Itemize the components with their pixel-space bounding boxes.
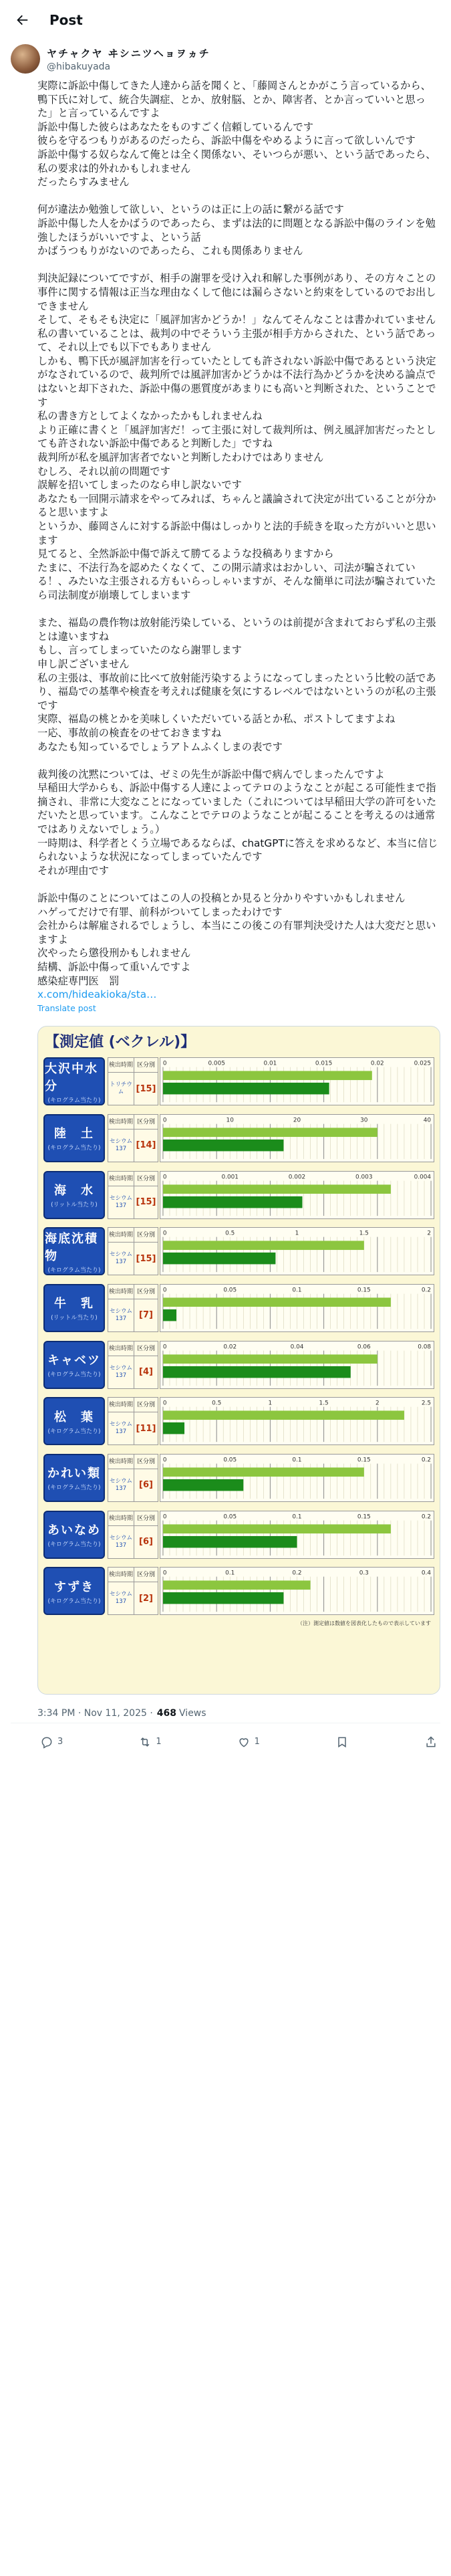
post-text-line: また、福島の農作物は放射能汚染している、というのは前提が含まれておらず私の主張とは違いますね: [37, 617, 436, 643]
scale-tick-label: 0.2: [292, 1570, 302, 1577]
figure-title: 【測定値 (ベクレル)】: [45, 1033, 196, 1051]
nuclide-label: トリチウム: [108, 1072, 134, 1105]
scale-tick-label: 1: [268, 1400, 273, 1407]
scale-tick-label: 0: [162, 1400, 167, 1407]
measurement-row: [43, 1053, 434, 1110]
sample-label: [43, 1114, 105, 1162]
sample-kind: [134, 1284, 158, 1332]
kind-header: 区分別: [134, 1284, 158, 1299]
post-text-line: 一時期は、科学者とくう立場であるならば、chatGPTに答えを求めるなど、本当に信じられないような状況になってしまっていたんです: [37, 837, 438, 863]
post-text-line: より正確に書くと「風評加害だ！って主張に対して裁判所は、例え風評加害だったとしても許されない訴訟中傷であると判断した」ですね: [37, 423, 436, 450]
measurement-row: [43, 1563, 434, 1620]
scale-tick-label: 2: [375, 1400, 380, 1407]
repost-icon: [138, 1735, 152, 1749]
sample-name: あいなめ: [47, 1523, 101, 1538]
range-bar-upper: [163, 1411, 404, 1420]
range-bar-upper: [163, 1581, 311, 1590]
sample-name: かれい類: [47, 1467, 101, 1481]
sample-unit: (キログラム当たり): [47, 1145, 101, 1152]
measurement-row: [43, 1280, 434, 1337]
post-text-line: 訴訟中傷した人をかばうのであったら、まずは法的に問題となる訴訟中傷のラインを勉強したほうがいいですよ、という話: [37, 217, 436, 243]
post-text-line: 次やったら懲役刑かもしれません: [37, 947, 191, 960]
sample-kind: [134, 1567, 158, 1615]
sample-name: 牛 乳: [54, 1297, 94, 1311]
range-plot-svg: [160, 1568, 434, 1614]
sample-kind: [134, 1227, 158, 1275]
sample-count: [ 2 ]: [134, 1582, 158, 1615]
scale-tick-label: 0.05: [223, 1513, 237, 1521]
sample-count: [ 15 ]: [134, 1186, 158, 1219]
kind-header: 区分別: [134, 1567, 158, 1582]
range-bar-upper: [163, 1241, 364, 1251]
scale-tick-label: 0.2: [421, 1287, 432, 1294]
sample-unit: (キログラム当たり): [47, 1267, 101, 1274]
action-bar: [0, 1723, 451, 1761]
post-text-line: 実際、福島の桃とかを美味しくいただいている話とか私、ポストしてますよね: [37, 713, 396, 726]
post-stats: 3:34 PM · Nov 11, 2025 · 468 Views: [37, 1707, 206, 1719]
like-button[interactable]: [237, 1735, 260, 1749]
range-plot-svg: [160, 1058, 434, 1105]
sample-meta: [108, 1454, 134, 1502]
kind-header: 区分別: [134, 1227, 158, 1242]
period-header: 検出時期: [108, 1227, 134, 1242]
sample-kind: [134, 1397, 158, 1445]
measurement-row: [43, 1450, 434, 1507]
post-text-line: 彼らを守るつもりがあるのだったら、訴訟中傷をやめるように言って欲しいんです: [37, 134, 416, 147]
post-text-line: [37, 258, 440, 272]
scale-tick-label: 1.5: [359, 1230, 369, 1237]
sample-name: 陸 土: [54, 1127, 94, 1142]
range-bar-upper: [163, 1184, 391, 1194]
post-text-line: そして、そもそも決定に「風評加害かどうか！」なんてそんなことは書かれていません: [37, 314, 436, 326]
scale-tick-label: 0: [162, 1230, 167, 1237]
sample-name: 大沢中水分: [45, 1061, 98, 1093]
sample-name: 海底沈積物: [45, 1231, 98, 1263]
scale-tick-label: 0.2: [421, 1513, 432, 1521]
nuclide-label: セシウム 137: [108, 1356, 134, 1389]
range-bar-lower: [163, 1592, 283, 1604]
period-header: 検出時期: [108, 1454, 134, 1469]
range-bar-lower: [163, 1083, 329, 1095]
sample-name: キャベツ: [47, 1354, 101, 1368]
figure-footnote: （注）測定値は数値を図表化したもので表示しています: [297, 1620, 431, 1626]
range-plot: [160, 1454, 434, 1502]
post-text-line: 感染症専門医 罰: [37, 974, 120, 987]
scale-tick-label: 0.5: [225, 1230, 235, 1237]
scale-tick-label: 0.2: [421, 1457, 432, 1464]
share-button[interactable]: [424, 1735, 438, 1749]
sample-count: [ 15 ]: [134, 1072, 158, 1105]
sample-label: [43, 1057, 105, 1105]
range-plot: [160, 1341, 434, 1389]
arrow-left-icon: [15, 13, 29, 27]
period-header: 検出時期: [108, 1397, 134, 1412]
post-text-line: [37, 877, 440, 891]
post-text-line: むしろ、それ以前の問題です: [37, 465, 170, 477]
sample-meta: [108, 1227, 134, 1275]
scale-tick-label: 0.05: [223, 1457, 237, 1464]
sample-meta: [108, 1511, 134, 1559]
scale-tick-label: 0.1: [292, 1457, 302, 1464]
sample-label: [43, 1511, 105, 1559]
share-icon: [424, 1735, 438, 1749]
sample-unit: (リットル当たり): [51, 1315, 98, 1322]
post-text-line: 判決記録についてですが、相手の謝罪を受け入れ和解した事例があり、その方々ことの事件に関する情報は正当な理由なくして他には漏らさないと約束をしているのでお出しできません: [37, 272, 436, 312]
sample-label: [43, 1171, 105, 1219]
period-header: 検出時期: [108, 1171, 134, 1186]
views-label: Views: [179, 1707, 206, 1719]
scale-tick-label: 0.15: [357, 1513, 371, 1521]
scale-tick-label: 0.004: [414, 1174, 432, 1181]
post-text-line: 訴訟中傷した彼らはあなたをものすごく信頼しているんです: [37, 120, 314, 133]
sample-kind: [134, 1057, 158, 1105]
scale-tick-label: 0.1: [225, 1570, 235, 1577]
post-text-line: 一応、事故前の検査をのせておきますね: [37, 726, 222, 739]
nuclide-label: セシウム 137: [108, 1582, 134, 1615]
scale-tick-label: 0.001: [221, 1174, 239, 1181]
scale-tick-label: 0: [162, 1060, 167, 1067]
measurement-row: [43, 1109, 434, 1166]
scale-tick-label: 0: [162, 1117, 167, 1124]
post-text-line: それが理由です: [37, 864, 110, 877]
nuclide-label: セシウム 137: [108, 1186, 134, 1219]
sample-unit: (キログラム当たり): [47, 1372, 101, 1379]
scale-tick-label: 0.01: [263, 1060, 277, 1067]
scale-tick-label: 0.3: [359, 1570, 369, 1577]
scale-tick-label: 0.02: [370, 1060, 384, 1067]
scale-tick-label: 0.06: [357, 1344, 371, 1351]
sample-name: すずき: [53, 1580, 95, 1594]
sample-label: [43, 1454, 105, 1502]
range-plot-svg: [160, 1115, 434, 1162]
range-bar-upper: [163, 1128, 378, 1137]
scale-tick-label: 0.04: [290, 1344, 304, 1351]
post-text-line: 何が違法か勉強して欲しい、というのは正に上の話に繋がる話です: [37, 203, 344, 216]
range-plot-svg: [160, 1398, 434, 1444]
scale-tick-label: 1: [295, 1230, 299, 1237]
sample-label: [43, 1284, 105, 1332]
reply-icon: [40, 1735, 53, 1749]
bookmark-icon: [335, 1735, 349, 1749]
scale-tick-label: 0.5: [212, 1400, 222, 1407]
sample-unit: (キログラム当たり): [47, 1485, 101, 1492]
sample-kind: [134, 1171, 158, 1219]
post-text-line: 私の書いていることは、裁判の中でそういう主張が相手方からされた、という話であって、それ以上でも以下でもありません: [37, 327, 436, 354]
nuclide-label: セシウム 137: [108, 1242, 134, 1275]
measurement-row: [43, 1393, 434, 1450]
reply-button[interactable]: [40, 1735, 63, 1749]
scale-tick-label: 0: [162, 1344, 167, 1351]
scale-tick-label: 0.015: [315, 1060, 333, 1067]
range-bar-upper: [163, 1354, 378, 1364]
post-text-line: [37, 603, 440, 617]
range-plot-svg: [160, 1285, 434, 1331]
sample-label: [43, 1567, 105, 1615]
sample-name: 松 葉: [54, 1410, 94, 1424]
measurement-row: [43, 1223, 434, 1280]
sample-unit: (キログラム当たり): [47, 1097, 101, 1104]
sample-meta: [108, 1397, 134, 1445]
range-bar-upper: [163, 1071, 372, 1081]
range-plot: [160, 1057, 434, 1105]
kind-header: 区分別: [134, 1057, 158, 1072]
scale-tick-label: 0.15: [357, 1287, 371, 1294]
scale-tick-label: 2: [427, 1230, 432, 1237]
range-bar-upper: [163, 1524, 391, 1533]
repost-button[interactable]: [138, 1735, 161, 1749]
post-text-line: あなたも知っているでしょうアトムふくしまの表です: [37, 740, 283, 753]
scale-tick-label: 2.5: [421, 1400, 432, 1407]
post-text-line: というか、藤岡さんに対する訴訟中傷はしっかりと法的手続きを取った方がいいと思います: [37, 520, 436, 546]
post-text-line: 訴訟中傷のことについてはこの人の投稿とか見ると分かりやすいかもしれません: [37, 892, 406, 905]
scale-tick-label: 0.1: [292, 1287, 302, 1294]
scale-tick-label: 1.5: [319, 1400, 329, 1407]
scale-tick-label: 30: [360, 1117, 368, 1124]
scale-tick-label: 0: [162, 1174, 167, 1181]
sample-kind: [134, 1341, 158, 1389]
range-plot-svg: [160, 1455, 434, 1501]
period-header: 検出時期: [108, 1511, 134, 1525]
kind-header: 区分別: [134, 1114, 158, 1129]
range-bar-lower: [163, 1422, 184, 1434]
post-text-line: 裁判後の沈黙については、ゼミの先生が訴訟中傷で病んでしまったんですよ: [37, 768, 385, 780]
post-timestamp[interactable]: 3:34 PM · Nov 11, 2025: [37, 1707, 147, 1719]
range-plot-svg: [160, 1341, 434, 1388]
range-bar-lower: [163, 1196, 303, 1208]
reply-count: 3: [57, 1737, 63, 1747]
scale-tick-label: 0: [162, 1457, 167, 1464]
post-text-line: あなたも一回開示請求をやってみれば、ちゃんと議論されて決定が出ていることが分かると思いますよ: [37, 492, 436, 519]
post-text-line: 実際に訴訟中傷してきた人達から話を聞くと、「藤岡さんとかがこう言っているから、鴨下氏に対して、統合失調症、とか、放射脳、とか、障害者、とか言っていいと思った」と言っているんですよ: [37, 80, 431, 120]
sample-unit: (キログラム当たり): [47, 1598, 101, 1605]
kind-header: 区分別: [134, 1341, 158, 1356]
sample-count: [ 4 ]: [134, 1356, 158, 1389]
range-bar-lower: [163, 1253, 275, 1265]
nuclide-label: セシウム 137: [108, 1299, 134, 1332]
kind-header: 区分別: [134, 1171, 158, 1186]
scale-tick-label: 0: [162, 1570, 167, 1577]
range-plot: [160, 1227, 434, 1275]
measurement-rows: [43, 1053, 434, 1620]
post-text-line: 私の書き方としてよくなかったかもしれませんね: [37, 410, 263, 423]
post-text-line: 早稲田大学からも、訴訟中傷する人達によってテロのようなことが起こる可能性まで指摘され、非常に大変なことになっていました（これについては早稲田大学の許可をいただいたと思っています。こんなことでテロのようなことが起こることを考えるのは通常ではありえないでしょう。）: [37, 782, 437, 836]
scale-tick-label: 0.002: [288, 1174, 306, 1181]
sample-unit: (リットル当たり): [51, 1202, 98, 1208]
author-handle[interactable]: @hibakuyada: [47, 61, 111, 72]
like-count: 1: [254, 1737, 260, 1747]
range-plot: [160, 1567, 434, 1615]
sample-count: [ 14 ]: [134, 1129, 158, 1162]
post-text-line: 結構、訴訟中傷って重いんですよ: [37, 961, 191, 973]
post-text-line: 裁判所が私を風評加害者でないと判断したわけではありません: [37, 451, 324, 464]
nuclide-label: セシウム 137: [108, 1525, 134, 1559]
scale-tick-label: 0: [162, 1287, 167, 1294]
avatar[interactable]: [11, 44, 40, 74]
range-plot-svg: [160, 1172, 434, 1218]
nuclide-label: セシウム 137: [108, 1469, 134, 1502]
scale-tick-label: 0.1: [292, 1513, 302, 1521]
heart-icon: [237, 1735, 251, 1749]
period-header: 検出時期: [108, 1567, 134, 1582]
range-bar-upper: [163, 1297, 391, 1307]
attached-image[interactable]: [37, 1026, 440, 1695]
sample-meta: [108, 1567, 134, 1615]
sample-label: [43, 1341, 105, 1389]
scale-tick-label: 0.15: [357, 1457, 371, 1464]
author-display-name[interactable]: ヤチャクヤ ヰシニツヘョヲヵチ: [47, 47, 210, 60]
post-text-line: 会社からは解雇されるでしょうし、本当にこの後この有罪判決受けた人は大変だと思いますよ: [37, 920, 436, 946]
sample-count: [ 6 ]: [134, 1469, 158, 1502]
sample-meta: [108, 1171, 134, 1219]
sample-meta: [108, 1057, 134, 1105]
scale-tick-label: 0.025: [414, 1060, 432, 1067]
sample-count: [ 11 ]: [134, 1412, 158, 1445]
range-bar-lower: [163, 1366, 351, 1378]
post-text-line: たまに、不法行為を認めたくなくて、この開示請求はおかしい、司法が騙されている！、みたいな主張される方もいらっしゃいますが、そんな簡単に司法が騙されていたら司法制度が崩壊してしまいます: [37, 561, 436, 601]
page-title: Post: [49, 12, 83, 28]
range-plot-svg: [160, 1511, 434, 1558]
scale-tick-label: 20: [293, 1117, 301, 1124]
sample-kind: [134, 1511, 158, 1559]
range-plot-svg: [160, 1228, 434, 1275]
period-header: 検出時期: [108, 1284, 134, 1299]
scale-tick-label: 0.05: [223, 1287, 237, 1294]
post-link[interactable]: x.com/hideakioka/sta…: [37, 988, 157, 1001]
nuclide-label: セシウム 137: [108, 1129, 134, 1162]
range-plot: [160, 1511, 434, 1559]
range-bar-lower: [163, 1479, 243, 1491]
sample-label: [43, 1397, 105, 1445]
post-text-line: ハゲってだけで有罪、前科がついてしまったわけです: [37, 905, 283, 918]
measurement-row: [43, 1336, 434, 1393]
post-text-line: だったらすみません: [37, 176, 130, 189]
view-count: 468: [156, 1707, 177, 1719]
sample-count: [ 15 ]: [134, 1242, 158, 1275]
range-plot: [160, 1284, 434, 1332]
kind-header: 区分別: [134, 1511, 158, 1525]
sample-kind: [134, 1114, 158, 1162]
range-plot: [160, 1171, 434, 1219]
scale-tick-label: 0.005: [208, 1060, 225, 1067]
post-text-line: 見てると、全然訴訟中傷で訴えて勝てるような投稿ありますから: [37, 548, 334, 560]
sample-meta: [108, 1284, 134, 1332]
post-text-line: 訴訟中傷する奴らなんて俺とは全く関係ない、そいつらが悪い、という話であったら、私の要求は的外れかもしれません: [37, 148, 436, 175]
sample-name: 海 水: [54, 1184, 94, 1198]
sample-unit: (キログラム当たり): [47, 1541, 101, 1549]
post-text-line: 申し訳ございません: [37, 657, 130, 670]
top-bar: [0, 0, 451, 40]
scale-tick-label: 0.08: [418, 1344, 432, 1351]
measurement-row: [43, 1166, 434, 1223]
post-author: [0, 40, 451, 79]
repost-count: 1: [156, 1737, 162, 1747]
scale-tick-label: 40: [423, 1117, 432, 1124]
range-plot: [160, 1114, 434, 1162]
post-text-line: [37, 754, 440, 768]
period-header: 検出時期: [108, 1057, 134, 1072]
nuclide-label: セシウム 137: [108, 1412, 134, 1445]
period-header: 検出時期: [108, 1114, 134, 1129]
post-text-line: [37, 189, 440, 203]
post-text-line: しかも、鴨下氏が風評加害を行っていたとしても許されない訴訟中傷であるという決定がなされているので、裁判所では風評加害かどうかは不法行為かどうかを決める論点ではないと却下された、訴訟中傷の悪質度があまりにも高いと判断された、ということです: [37, 354, 436, 409]
kind-header: 区分別: [134, 1397, 158, 1412]
period-header: 検出時期: [108, 1341, 134, 1356]
post-text-line: 私の主張は、事故前に比べて放射能汚染するようになってしまったという比較の話であり、福島での基準や検査を考えれば健康を気にするレベルではないというのが私の主張です: [37, 671, 436, 712]
scale-tick-label: 10: [226, 1117, 234, 1124]
range-bar-lower: [163, 1140, 283, 1152]
sample-meta: [108, 1341, 134, 1389]
kind-header: 区分別: [134, 1454, 158, 1469]
scale-tick-label: 0.02: [223, 1344, 237, 1351]
translate-post-link[interactable]: Translate post: [37, 1002, 96, 1013]
post-text-line: かばうつもりがないのであったら、これも関係ありません: [37, 245, 303, 257]
measurement-row: [43, 1506, 434, 1563]
sample-kind: [134, 1454, 158, 1502]
post-text-line: 誤解を招いてしまったのなら申し訳ないです: [37, 479, 242, 492]
sample-count: [ 6 ]: [134, 1525, 158, 1559]
scale-tick-label: 0: [162, 1513, 167, 1521]
post-text-line: もし、言ってしまっていたのなら謝罪します: [37, 644, 242, 657]
sample-label: [43, 1227, 105, 1275]
range-plot: [160, 1397, 434, 1445]
sample-meta: [108, 1114, 134, 1162]
range-bar-lower: [163, 1309, 176, 1321]
bookmark-button[interactable]: [335, 1735, 349, 1749]
range-bar-upper: [163, 1467, 364, 1477]
post-text: [0, 79, 451, 988]
range-bar-lower: [163, 1536, 297, 1548]
back-button[interactable]: [11, 9, 33, 31]
sample-unit: (キログラム当たり): [47, 1428, 101, 1435]
scale-tick-label: 0.4: [421, 1570, 432, 1577]
sample-count: [ 7 ]: [134, 1299, 158, 1332]
scale-tick-label: 0.003: [355, 1174, 373, 1181]
